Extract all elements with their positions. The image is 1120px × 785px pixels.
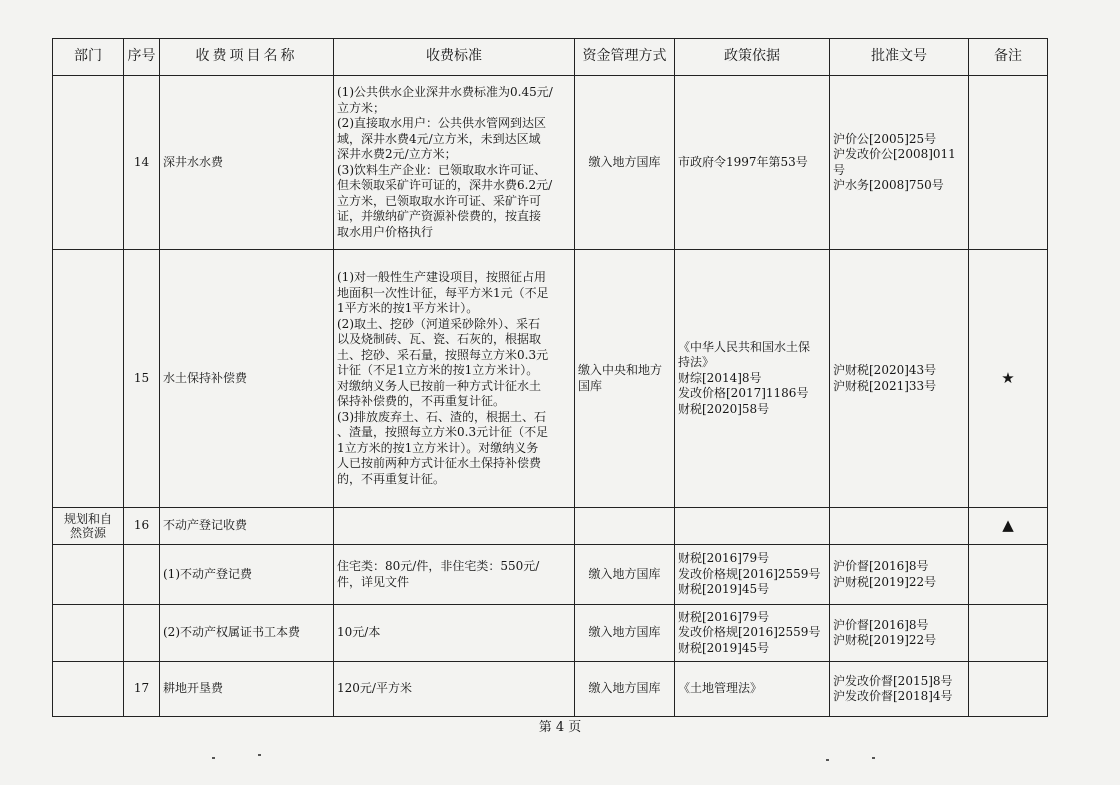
cell-policy: 财税[2016]79号 发改价格规[2016]2559号 财税[2019]45号 [675,545,830,605]
cell-seq: 14 [124,76,160,250]
cell-seq: 16 [124,508,160,545]
cell-fund: 缴入地方国库 [575,605,675,662]
table-row [53,545,1048,605]
table-row [53,250,1048,508]
cell-remark: ★ [969,250,1048,508]
cell-approval: 沪价督[2016]8号 沪财税[2019]22号 [830,545,969,605]
page-number: 第 4 页 [538,720,582,735]
cell-fund: 缴入地方国库 [575,662,675,717]
cell-policy: 市政府令1997年第53号 [675,76,830,250]
cell-approval: 沪财税[2020]43号 沪财税[2021]33号 [830,250,969,508]
cell-standard [334,508,575,545]
cell-dept: 规划和自 然资源 [53,508,124,545]
cell-approval: 沪价督[2016]8号 沪财税[2019]22号 [830,605,969,662]
cell-name: (2)不动产权属证书工本费 [160,605,334,662]
cell-dept [53,76,124,250]
cell-seq [124,605,160,662]
header-approval: 批准文号 [830,39,969,76]
cell-fund [575,508,675,545]
cell-remark: ▲ [969,508,1048,545]
cell-name: 不动产登记收费 [160,508,334,545]
cell-seq [124,545,160,605]
cell-seq: 15 [124,250,160,508]
scan-speck [872,757,875,759]
cell-name: 水土保持补偿费 [160,250,334,508]
cell-dept [53,662,124,717]
cell-remark [969,545,1048,605]
table-row [53,508,1048,545]
cell-approval: 沪发改价督[2015]8号 沪发改价督[2018]4号 [830,662,969,717]
cell-standard: (1)对一般性生产建设项目，按照征占用 地面积一次性计征，每平方米1元（不足 1平方米的按1平方米计）。 (2)取土、挖砂（河道采砂除外）、采石 以及烧制砖、瓦、瓷、石灰的，根据取 土、挖砂、采石量，按照每立方米0.3元 计征（不足1立方米的按1立方米计）。 对缴纳义务人已按前一种方式计征水土 保持补偿费的，不再重复计征。 (3)排放废弃土、石、渣的，根据土、石 、渣量，按照每立方米0.3元计征（不足 1立方米的按1立方米计）。对缴纳义务 人已按前两种方式计征水土保持补偿费 的，不再重复计征。 [334,250,575,508]
header-row [53,39,1048,76]
cell-remark [969,605,1048,662]
header-dept: 部门 [53,39,124,76]
header-standard: 收费标准 [334,39,575,76]
header-policy: 政策依据 [675,39,830,76]
cell-fund: 缴入地方国库 [575,545,675,605]
cell-approval [830,508,969,545]
header-fund: 资金管理方式 [575,39,675,76]
cell-seq: 17 [124,662,160,717]
cell-remark [969,76,1048,250]
cell-dept [53,605,124,662]
fee-table-page [52,38,1047,717]
cell-name: 深井水水费 [160,76,334,250]
cell-standard: 10元/本 [334,605,575,662]
cell-approval: 沪价公[2005]25号 沪发改价公[2008]011号 沪水务[2008]750号 [830,76,969,250]
cell-policy: 财税[2016]79号 发改价格规[2016]2559号 财税[2019]45号 [675,605,830,662]
cell-name: 耕地开垦费 [160,662,334,717]
cell-remark [969,662,1048,717]
cell-dept [53,545,124,605]
scan-speck [258,754,261,756]
cell-name: (1)不动产登记费 [160,545,334,605]
cell-fund: 缴入地方国库 [575,76,675,250]
cell-policy: 《中华人民共和国水土保 持法》 财综[2014]8号 发改价格[2017]1186号 财税[2020]58号 [675,250,830,508]
cell-policy: 《土地管理法》 [675,662,830,717]
scan-speck [212,757,215,759]
fee-table [52,38,1048,717]
header-remark: 备注 [969,39,1048,76]
table-row [53,605,1048,662]
cell-standard: 120元/平方米 [334,662,575,717]
cell-standard: (1)公共供水企业深井水费标准为0.45元/ 立方米； (2)直接取水用户：公共供水管网到达区 域，深井水费4元/立方米，未到达区域 深井水费2元/立方米； (3)饮料生产企业：已领取取水许可证、 但未领取采矿许可证的，深井水费6.2元/ 立方米，已领取取水许可证、采矿许可 证，并缴纳矿产资源补偿费的，按直接 取水用户价格执行 [334,76,575,250]
table-row [53,662,1048,717]
cell-standard: 住宅类：80元/件，非住宅类：550元/ 件，详见文件 [334,545,575,605]
cell-dept [53,250,124,508]
header-name: 收费项目名称 [160,39,334,76]
cell-policy [675,508,830,545]
cell-fund: 缴入中央和地方 国库 [575,250,675,508]
scan-speck [826,759,829,761]
header-seq: 序号 [124,39,160,76]
table-row [53,76,1048,250]
